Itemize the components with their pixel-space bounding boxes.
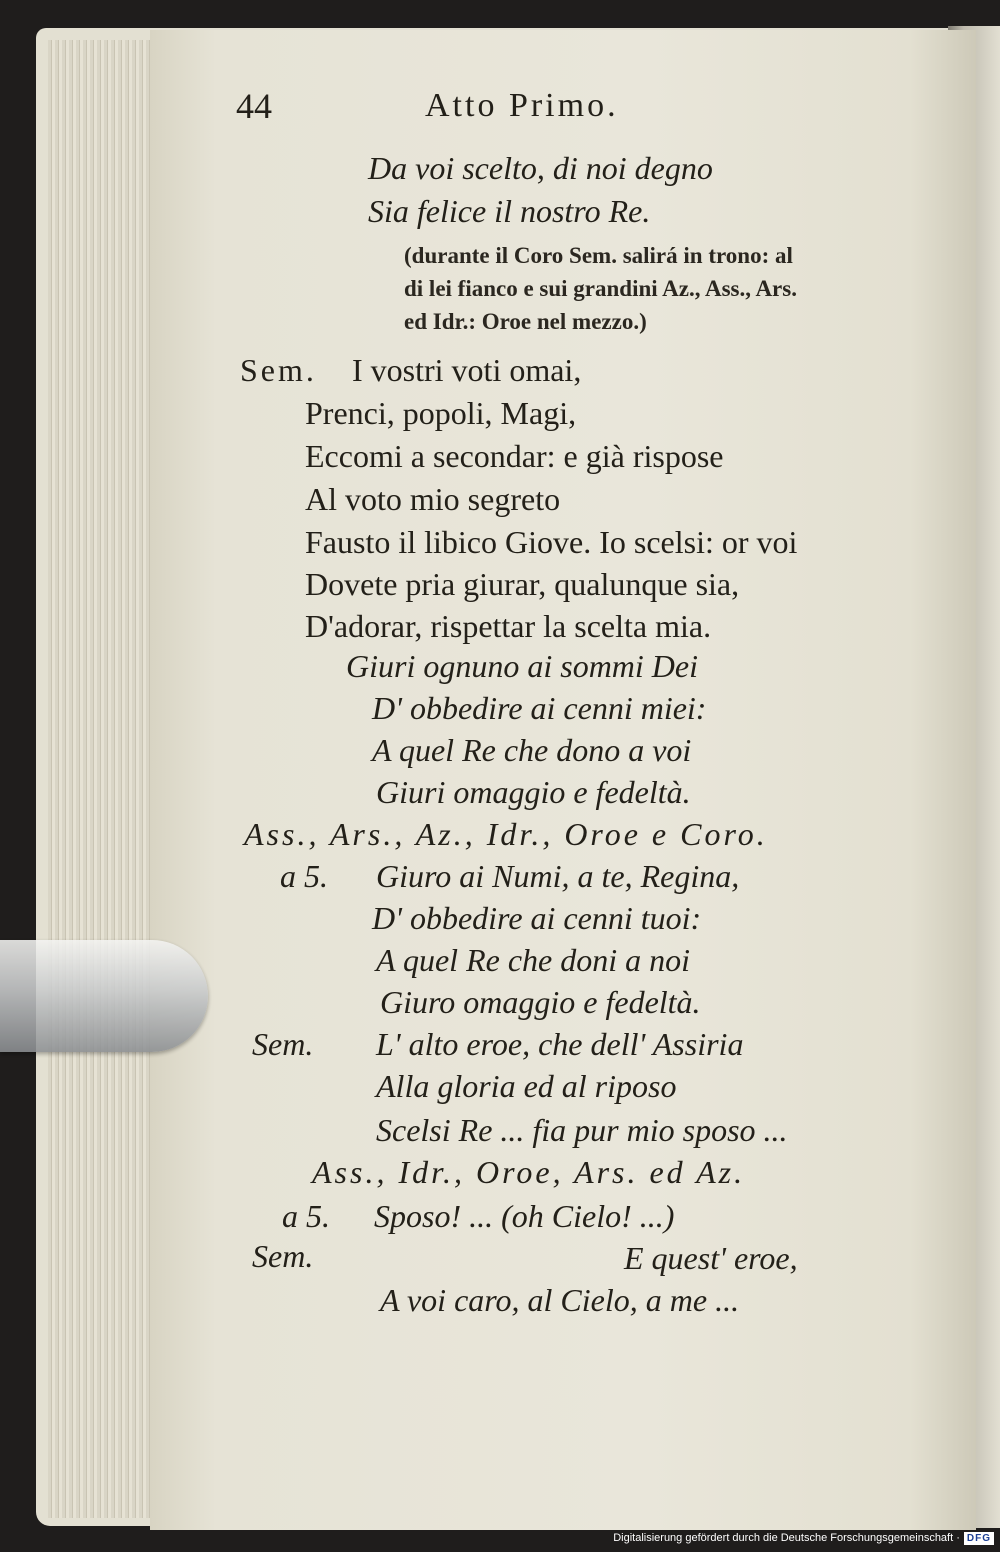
verse-line: Giuri omaggio e fedeltà.	[376, 774, 691, 810]
speaker-label: Sem.	[240, 352, 317, 388]
digitization-credit: Digitalisierung gefördert durch die Deutsche Forschungsgemeinschaft ·	[613, 1532, 960, 1544]
stage-direction: di lei fianco e sui grandini Az., Ass., Ars.	[404, 276, 797, 301]
verse-line: Giuro omaggio e fedeltà.	[380, 984, 701, 1020]
verse-line: I vostri voti omai,	[352, 352, 582, 388]
speaker-label: Ass., Ars., Az., Idr., Oroe e Coro.	[244, 816, 768, 852]
speaker-label: a 5.	[282, 1198, 330, 1234]
verse-line: Sia felice il nostro Re.	[368, 193, 651, 229]
verse-line: Giuro ai Numi, a te, Regina,	[376, 858, 740, 894]
verse-line: D' obbedire ai cenni miei:	[372, 690, 707, 726]
page-number: 44	[236, 86, 272, 126]
verse-line: Sposo! ... (oh Cielo! ...)	[374, 1198, 675, 1234]
verse-line: Da voi scelto, di noi degno	[368, 150, 713, 186]
speaker-label: Sem.	[252, 1026, 314, 1062]
stage-direction: (durante il Coro Sem. salirá in trono: al	[404, 243, 793, 268]
speaker-label: Sem.	[252, 1238, 314, 1274]
verse-line: Al voto mio segreto	[305, 481, 561, 517]
verse-line: Giuri ognuno ai sommi Dei	[346, 648, 698, 684]
running-title: Atto Primo.	[425, 87, 619, 124]
verse-line: Fausto il libico Giove. Io scelsi: or voi	[305, 524, 798, 560]
speaker-label: a 5.	[280, 858, 328, 894]
footer	[613, 1528, 994, 1548]
verse-line: Eccomi a secondar: e già rispose	[305, 438, 724, 474]
verse-line: E quest' eroe,	[624, 1240, 798, 1276]
verse-line: Prenci, popoli, Magi,	[305, 395, 577, 431]
page-edges	[48, 40, 160, 1518]
verse-line: Alla gloria ed al riposo	[376, 1068, 677, 1104]
scanner-clip	[0, 940, 208, 1052]
stage-direction: ed Idr.: Oroe nel mezzo.)	[404, 309, 647, 334]
verse-line: L' alto eroe, che dell' Assiria	[376, 1026, 744, 1062]
verse-line: A quel Re che dono a voi	[372, 732, 692, 768]
verse-line: D'adorar, rispettar la scelta mia.	[305, 608, 712, 644]
dfg-logo: DFG	[964, 1532, 994, 1545]
verse-line: D' obbedire ai cenni tuoi:	[372, 900, 702, 936]
verse-line: A voi caro, al Cielo, a me ...	[380, 1282, 740, 1318]
verse-line: A quel Re che doni a noi	[376, 942, 690, 978]
verse-line: Dovete pria giurar, qualunque sia,	[305, 566, 740, 602]
speaker-label: Ass., Idr., Oroe, Ars. ed Az.	[312, 1154, 746, 1190]
verse-line: Scelsi Re ... fia pur mio sposo ...	[376, 1112, 788, 1148]
